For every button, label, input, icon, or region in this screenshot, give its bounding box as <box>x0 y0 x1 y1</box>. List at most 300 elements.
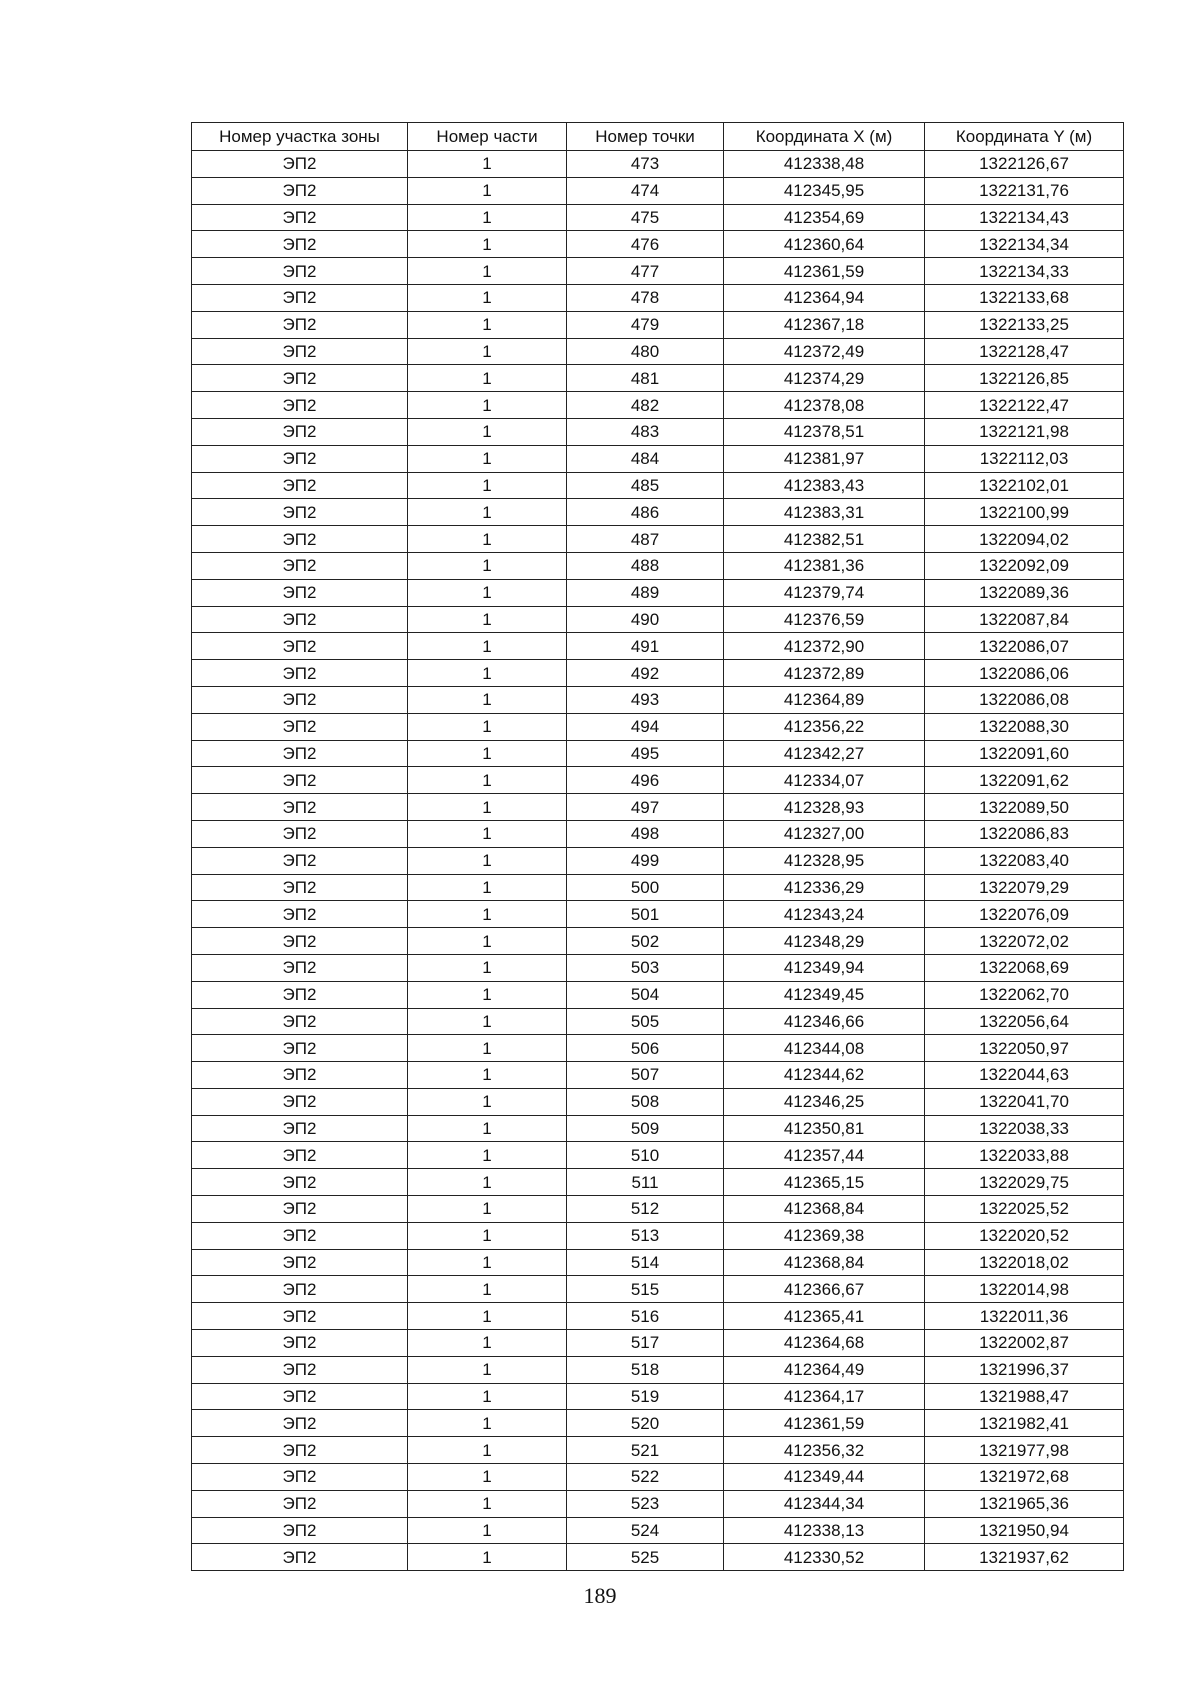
table-row <box>192 981 1124 1008</box>
point-number-cell: 476 <box>567 231 724 258</box>
coordinate-x-cell: 412334,07 <box>724 767 925 794</box>
coordinate-x-cell: 412349,44 <box>724 1464 925 1491</box>
coordinate-y-cell: 1322091,60 <box>925 740 1124 767</box>
point-number-cell: 502 <box>567 928 724 955</box>
zone-section-cell: ЭП2 <box>192 1383 408 1410</box>
header-coordinate-y: Координата Y (м) <box>925 123 1124 151</box>
part-number-cell: 1 <box>408 1249 567 1276</box>
table-header <box>192 123 1124 151</box>
part-number-cell: 1 <box>408 1035 567 1062</box>
coordinate-y-cell: 1322014,98 <box>925 1276 1124 1303</box>
coordinate-x-cell: 412383,31 <box>724 499 925 526</box>
coordinate-y-cell: 1322091,62 <box>925 767 1124 794</box>
point-number-cell: 517 <box>567 1330 724 1357</box>
point-number-cell: 504 <box>567 981 724 1008</box>
part-number-cell: 1 <box>408 1088 567 1115</box>
coordinate-y-cell: 1322094,02 <box>925 526 1124 553</box>
coordinate-y-cell: 1322086,83 <box>925 820 1124 847</box>
zone-section-cell: ЭП2 <box>192 1517 408 1544</box>
coordinate-y-cell: 1321988,47 <box>925 1383 1124 1410</box>
zone-section-cell: ЭП2 <box>192 1356 408 1383</box>
coordinate-x-cell: 412372,49 <box>724 338 925 365</box>
part-number-cell: 1 <box>408 1276 567 1303</box>
zone-section-cell: ЭП2 <box>192 445 408 472</box>
part-number-cell: 1 <box>408 713 567 740</box>
point-number-cell: 480 <box>567 338 724 365</box>
point-number-cell: 489 <box>567 579 724 606</box>
coordinate-y-cell: 1322122,47 <box>925 392 1124 419</box>
zone-section-cell: ЭП2 <box>192 874 408 901</box>
zone-section-cell: ЭП2 <box>192 1196 408 1223</box>
coordinate-y-cell: 1322083,40 <box>925 847 1124 874</box>
table-row <box>192 151 1124 178</box>
zone-section-cell: ЭП2 <box>192 1062 408 1089</box>
coordinate-y-cell: 1321937,62 <box>925 1544 1124 1571</box>
zone-section-cell: ЭП2 <box>192 418 408 445</box>
coordinate-x-cell: 412336,29 <box>724 874 925 901</box>
point-number-cell: 490 <box>567 606 724 633</box>
coordinate-x-cell: 412364,68 <box>724 1330 925 1357</box>
coordinate-y-cell: 1322131,76 <box>925 177 1124 204</box>
coordinate-y-cell: 1322086,08 <box>925 686 1124 713</box>
coordinate-x-cell: 412343,24 <box>724 901 925 928</box>
zone-section-cell: ЭП2 <box>192 1008 408 1035</box>
coordinate-x-cell: 412360,64 <box>724 231 925 258</box>
point-number-cell: 499 <box>567 847 724 874</box>
table-row <box>192 901 1124 928</box>
zone-section-cell: ЭП2 <box>192 740 408 767</box>
zone-section-cell: ЭП2 <box>192 499 408 526</box>
table-row <box>192 338 1124 365</box>
header-zone-section-number: Номер участка зоны <box>192 123 408 151</box>
coordinate-y-cell: 1322044,63 <box>925 1062 1124 1089</box>
part-number-cell: 1 <box>408 231 567 258</box>
part-number-cell: 1 <box>408 1410 567 1437</box>
table-row <box>192 1008 1124 1035</box>
coordinate-x-cell: 412361,59 <box>724 1410 925 1437</box>
zone-section-cell: ЭП2 <box>192 1303 408 1330</box>
point-number-cell: 524 <box>567 1517 724 1544</box>
part-number-cell: 1 <box>408 847 567 874</box>
point-number-cell: 475 <box>567 204 724 231</box>
point-number-cell: 487 <box>567 526 724 553</box>
part-number-cell: 1 <box>408 686 567 713</box>
coordinate-y-cell: 1322011,36 <box>925 1303 1124 1330</box>
part-number-cell: 1 <box>408 1437 567 1464</box>
coordinate-y-cell: 1322134,43 <box>925 204 1124 231</box>
coordinate-y-cell: 1322062,70 <box>925 981 1124 1008</box>
part-number-cell: 1 <box>408 820 567 847</box>
zone-section-cell: ЭП2 <box>192 954 408 981</box>
point-number-cell: 481 <box>567 365 724 392</box>
coordinate-y-cell: 1322134,33 <box>925 258 1124 285</box>
table-row <box>192 526 1124 553</box>
part-number-cell: 1 <box>408 1544 567 1571</box>
point-number-cell: 484 <box>567 445 724 472</box>
point-number-cell: 488 <box>567 552 724 579</box>
table-row <box>192 874 1124 901</box>
zone-section-cell: ЭП2 <box>192 1115 408 1142</box>
coordinate-y-cell: 1322102,01 <box>925 472 1124 499</box>
coordinate-x-cell: 412345,95 <box>724 177 925 204</box>
point-number-cell: 519 <box>567 1383 724 1410</box>
part-number-cell: 1 <box>408 499 567 526</box>
point-number-cell: 479 <box>567 311 724 338</box>
coordinate-y-cell: 1322086,06 <box>925 660 1124 687</box>
part-number-cell: 1 <box>408 1490 567 1517</box>
coordinate-x-cell: 412328,95 <box>724 847 925 874</box>
zone-section-cell: ЭП2 <box>192 204 408 231</box>
part-number-cell: 1 <box>408 660 567 687</box>
point-number-cell: 525 <box>567 1544 724 1571</box>
table-row <box>192 1464 1124 1491</box>
table-row <box>192 311 1124 338</box>
zone-section-cell: ЭП2 <box>192 258 408 285</box>
zone-section-cell: ЭП2 <box>192 338 408 365</box>
coordinate-x-cell: 412338,48 <box>724 151 925 178</box>
coordinate-x-cell: 412346,66 <box>724 1008 925 1035</box>
coordinate-x-cell: 412381,36 <box>724 552 925 579</box>
coordinate-x-cell: 412344,08 <box>724 1035 925 1062</box>
zone-section-cell: ЭП2 <box>192 606 408 633</box>
table-row <box>192 1383 1124 1410</box>
header-part-number: Номер части <box>408 123 567 151</box>
table-row <box>192 1115 1124 1142</box>
page-number: 189 <box>583 1583 617 1608</box>
zone-section-cell: ЭП2 <box>192 552 408 579</box>
coordinate-x-cell: 412361,59 <box>724 258 925 285</box>
coordinate-y-cell: 1322068,69 <box>925 954 1124 981</box>
part-number-cell: 1 <box>408 151 567 178</box>
zone-section-cell: ЭП2 <box>192 1330 408 1357</box>
zone-section-cell: ЭП2 <box>192 633 408 660</box>
table-row <box>192 847 1124 874</box>
point-number-cell: 477 <box>567 258 724 285</box>
zone-section-cell: ЭП2 <box>192 820 408 847</box>
coordinate-x-cell: 412367,18 <box>724 311 925 338</box>
coordinate-x-cell: 412365,41 <box>724 1303 925 1330</box>
coordinate-y-cell: 1322050,97 <box>925 1035 1124 1062</box>
part-number-cell: 1 <box>408 928 567 955</box>
table-row <box>192 1437 1124 1464</box>
point-number-cell: 512 <box>567 1196 724 1223</box>
coordinate-y-cell: 1322121,98 <box>925 418 1124 445</box>
coordinate-y-cell: 1322018,02 <box>925 1249 1124 1276</box>
table-row <box>192 177 1124 204</box>
coordinate-y-cell: 1322134,34 <box>925 231 1124 258</box>
zone-section-cell: ЭП2 <box>192 686 408 713</box>
coordinate-y-cell: 1322002,87 <box>925 1330 1124 1357</box>
table-row <box>192 820 1124 847</box>
point-number-cell: 486 <box>567 499 724 526</box>
coordinate-x-cell: 412344,34 <box>724 1490 925 1517</box>
point-number-cell: 505 <box>567 1008 724 1035</box>
part-number-cell: 1 <box>408 177 567 204</box>
part-number-cell: 1 <box>408 740 567 767</box>
coordinates-table <box>191 122 1124 1571</box>
table-row <box>192 1062 1124 1089</box>
point-number-cell: 521 <box>567 1437 724 1464</box>
coordinate-y-cell: 1322020,52 <box>925 1222 1124 1249</box>
part-number-cell: 1 <box>408 552 567 579</box>
point-number-cell: 500 <box>567 874 724 901</box>
coordinate-y-cell: 1321977,98 <box>925 1437 1124 1464</box>
coordinate-x-cell: 412346,25 <box>724 1088 925 1115</box>
coordinate-x-cell: 412364,49 <box>724 1356 925 1383</box>
zone-section-cell: ЭП2 <box>192 311 408 338</box>
table-row <box>192 1276 1124 1303</box>
table-row <box>192 1410 1124 1437</box>
zone-section-cell: ЭП2 <box>192 981 408 1008</box>
table-row <box>192 1517 1124 1544</box>
coordinate-x-cell: 412376,59 <box>724 606 925 633</box>
coordinate-x-cell: 412379,74 <box>724 579 925 606</box>
table-row <box>192 445 1124 472</box>
table-row <box>192 1035 1124 1062</box>
zone-section-cell: ЭП2 <box>192 231 408 258</box>
coordinate-x-cell: 412372,89 <box>724 660 925 687</box>
zone-section-cell: ЭП2 <box>192 767 408 794</box>
part-number-cell: 1 <box>408 1383 567 1410</box>
coordinate-x-cell: 412328,93 <box>724 794 925 821</box>
zone-section-cell: ЭП2 <box>192 1169 408 1196</box>
header-row <box>192 123 1124 151</box>
table-row <box>192 284 1124 311</box>
coordinate-x-cell: 412378,51 <box>724 418 925 445</box>
coordinate-x-cell: 412350,81 <box>724 1115 925 1142</box>
table-row <box>192 1222 1124 1249</box>
coordinate-x-cell: 412357,44 <box>724 1142 925 1169</box>
zone-section-cell: ЭП2 <box>192 392 408 419</box>
part-number-cell: 1 <box>408 1196 567 1223</box>
part-number-cell: 1 <box>408 1464 567 1491</box>
coordinate-y-cell: 1322086,07 <box>925 633 1124 660</box>
table-row <box>192 472 1124 499</box>
part-number-cell: 1 <box>408 284 567 311</box>
coordinate-y-cell: 1322087,84 <box>925 606 1124 633</box>
table-row <box>192 1330 1124 1357</box>
zone-section-cell: ЭП2 <box>192 365 408 392</box>
zone-section-cell: ЭП2 <box>192 1249 408 1276</box>
coordinate-y-cell: 1322076,09 <box>925 901 1124 928</box>
point-number-cell: 515 <box>567 1276 724 1303</box>
part-number-cell: 1 <box>408 874 567 901</box>
header-point-number: Номер точки <box>567 123 724 151</box>
coordinate-x-cell: 412364,89 <box>724 686 925 713</box>
point-number-cell: 510 <box>567 1142 724 1169</box>
table-row <box>192 204 1124 231</box>
point-number-cell: 491 <box>567 633 724 660</box>
coordinate-y-cell: 1322100,99 <box>925 499 1124 526</box>
zone-section-cell: ЭП2 <box>192 151 408 178</box>
part-number-cell: 1 <box>408 1222 567 1249</box>
zone-section-cell: ЭП2 <box>192 1088 408 1115</box>
point-number-cell: 494 <box>567 713 724 740</box>
point-number-cell: 509 <box>567 1115 724 1142</box>
coordinate-x-cell: 412381,97 <box>724 445 925 472</box>
part-number-cell: 1 <box>408 526 567 553</box>
zone-section-cell: ЭП2 <box>192 1276 408 1303</box>
coordinate-x-cell: 412372,90 <box>724 633 925 660</box>
point-number-cell: 498 <box>567 820 724 847</box>
coordinate-y-cell: 1322092,09 <box>925 552 1124 579</box>
part-number-cell: 1 <box>408 901 567 928</box>
point-number-cell: 508 <box>567 1088 724 1115</box>
coordinate-x-cell: 412366,67 <box>724 1276 925 1303</box>
coordinate-x-cell: 412369,38 <box>724 1222 925 1249</box>
table-row <box>192 258 1124 285</box>
point-number-cell: 507 <box>567 1062 724 1089</box>
zone-section-cell: ЭП2 <box>192 1544 408 1571</box>
point-number-cell: 522 <box>567 1464 724 1491</box>
point-number-cell: 483 <box>567 418 724 445</box>
table-row <box>192 1169 1124 1196</box>
point-number-cell: 482 <box>567 392 724 419</box>
zone-section-cell: ЭП2 <box>192 526 408 553</box>
coordinate-x-cell: 412327,00 <box>724 820 925 847</box>
coordinate-y-cell: 1322041,70 <box>925 1088 1124 1115</box>
part-number-cell: 1 <box>408 1303 567 1330</box>
part-number-cell: 1 <box>408 365 567 392</box>
point-number-cell: 473 <box>567 151 724 178</box>
zone-section-cell: ЭП2 <box>192 1410 408 1437</box>
zone-section-cell: ЭП2 <box>192 284 408 311</box>
part-number-cell: 1 <box>408 579 567 606</box>
table-row <box>192 713 1124 740</box>
coordinate-x-cell: 412356,22 <box>724 713 925 740</box>
coordinate-x-cell: 412344,62 <box>724 1062 925 1089</box>
coordinate-y-cell: 1322126,85 <box>925 365 1124 392</box>
table-body <box>192 151 1124 1571</box>
part-number-cell: 1 <box>408 338 567 365</box>
coordinate-y-cell: 1322025,52 <box>925 1196 1124 1223</box>
zone-section-cell: ЭП2 <box>192 847 408 874</box>
table-row <box>192 1356 1124 1383</box>
zone-section-cell: ЭП2 <box>192 472 408 499</box>
coordinate-x-cell: 412382,51 <box>724 526 925 553</box>
table-row <box>192 418 1124 445</box>
table-row <box>192 1196 1124 1223</box>
table-row <box>192 392 1124 419</box>
table-row <box>192 686 1124 713</box>
table-row <box>192 579 1124 606</box>
coordinate-y-cell: 1322072,02 <box>925 928 1124 955</box>
part-number-cell: 1 <box>408 204 567 231</box>
zone-section-cell: ЭП2 <box>192 713 408 740</box>
part-number-cell: 1 <box>408 606 567 633</box>
coordinate-y-cell: 1322089,36 <box>925 579 1124 606</box>
coordinate-y-cell: 1322089,50 <box>925 794 1124 821</box>
zone-section-cell: ЭП2 <box>192 1222 408 1249</box>
point-number-cell: 493 <box>567 686 724 713</box>
part-number-cell: 1 <box>408 794 567 821</box>
zone-section-cell: ЭП2 <box>192 901 408 928</box>
table-row <box>192 1088 1124 1115</box>
point-number-cell: 518 <box>567 1356 724 1383</box>
table-row <box>192 660 1124 687</box>
coordinate-y-cell: 1322056,64 <box>925 1008 1124 1035</box>
coordinate-x-cell: 412354,69 <box>724 204 925 231</box>
coordinate-y-cell: 1322133,25 <box>925 311 1124 338</box>
point-number-cell: 520 <box>567 1410 724 1437</box>
point-number-cell: 511 <box>567 1169 724 1196</box>
table-row <box>192 1544 1124 1571</box>
table-row <box>192 928 1124 955</box>
part-number-cell: 1 <box>408 1062 567 1089</box>
coordinate-y-cell: 1322133,68 <box>925 284 1124 311</box>
zone-section-cell: ЭП2 <box>192 579 408 606</box>
coordinate-x-cell: 412368,84 <box>724 1249 925 1276</box>
coordinate-y-cell: 1322112,03 <box>925 445 1124 472</box>
table-row <box>192 552 1124 579</box>
coordinate-x-cell: 412349,45 <box>724 981 925 1008</box>
zone-section-cell: ЭП2 <box>192 660 408 687</box>
point-number-cell: 474 <box>567 177 724 204</box>
table-row <box>192 1303 1124 1330</box>
table-row <box>192 606 1124 633</box>
zone-section-cell: ЭП2 <box>192 1437 408 1464</box>
point-number-cell: 514 <box>567 1249 724 1276</box>
part-number-cell: 1 <box>408 1008 567 1035</box>
point-number-cell: 492 <box>567 660 724 687</box>
part-number-cell: 1 <box>408 767 567 794</box>
coordinate-x-cell: 412349,94 <box>724 954 925 981</box>
table-row <box>192 231 1124 258</box>
zone-section-cell: ЭП2 <box>192 1490 408 1517</box>
part-number-cell: 1 <box>408 1169 567 1196</box>
coordinate-y-cell: 1322029,75 <box>925 1169 1124 1196</box>
coordinate-x-cell: 412378,08 <box>724 392 925 419</box>
coordinate-x-cell: 412365,15 <box>724 1169 925 1196</box>
coordinate-x-cell: 412342,27 <box>724 740 925 767</box>
coordinate-x-cell: 412364,17 <box>724 1383 925 1410</box>
point-number-cell: 506 <box>567 1035 724 1062</box>
coordinate-y-cell: 1322128,47 <box>925 338 1124 365</box>
part-number-cell: 1 <box>408 633 567 660</box>
coordinate-x-cell: 412356,32 <box>724 1437 925 1464</box>
point-number-cell: 485 <box>567 472 724 499</box>
zone-section-cell: ЭП2 <box>192 1035 408 1062</box>
point-number-cell: 478 <box>567 284 724 311</box>
table-row <box>192 740 1124 767</box>
point-number-cell: 513 <box>567 1222 724 1249</box>
part-number-cell: 1 <box>408 311 567 338</box>
part-number-cell: 1 <box>408 1330 567 1357</box>
table-row <box>192 1490 1124 1517</box>
table-row <box>192 954 1124 981</box>
coordinate-y-cell: 1321996,37 <box>925 1356 1124 1383</box>
part-number-cell: 1 <box>408 258 567 285</box>
coordinate-y-cell: 1322079,29 <box>925 874 1124 901</box>
coordinate-y-cell: 1321950,94 <box>925 1517 1124 1544</box>
point-number-cell: 503 <box>567 954 724 981</box>
part-number-cell: 1 <box>408 445 567 472</box>
point-number-cell: 497 <box>567 794 724 821</box>
part-number-cell: 1 <box>408 1356 567 1383</box>
coordinate-x-cell: 412368,84 <box>724 1196 925 1223</box>
table-row <box>192 794 1124 821</box>
coordinate-y-cell: 1321972,68 <box>925 1464 1124 1491</box>
coordinate-x-cell: 412374,29 <box>724 365 925 392</box>
coordinate-x-cell: 412383,43 <box>724 472 925 499</box>
part-number-cell: 1 <box>408 418 567 445</box>
coordinate-y-cell: 1321982,41 <box>925 1410 1124 1437</box>
zone-section-cell: ЭП2 <box>192 794 408 821</box>
part-number-cell: 1 <box>408 954 567 981</box>
table-row <box>192 1142 1124 1169</box>
zone-section-cell: ЭП2 <box>192 177 408 204</box>
zone-section-cell: ЭП2 <box>192 1142 408 1169</box>
